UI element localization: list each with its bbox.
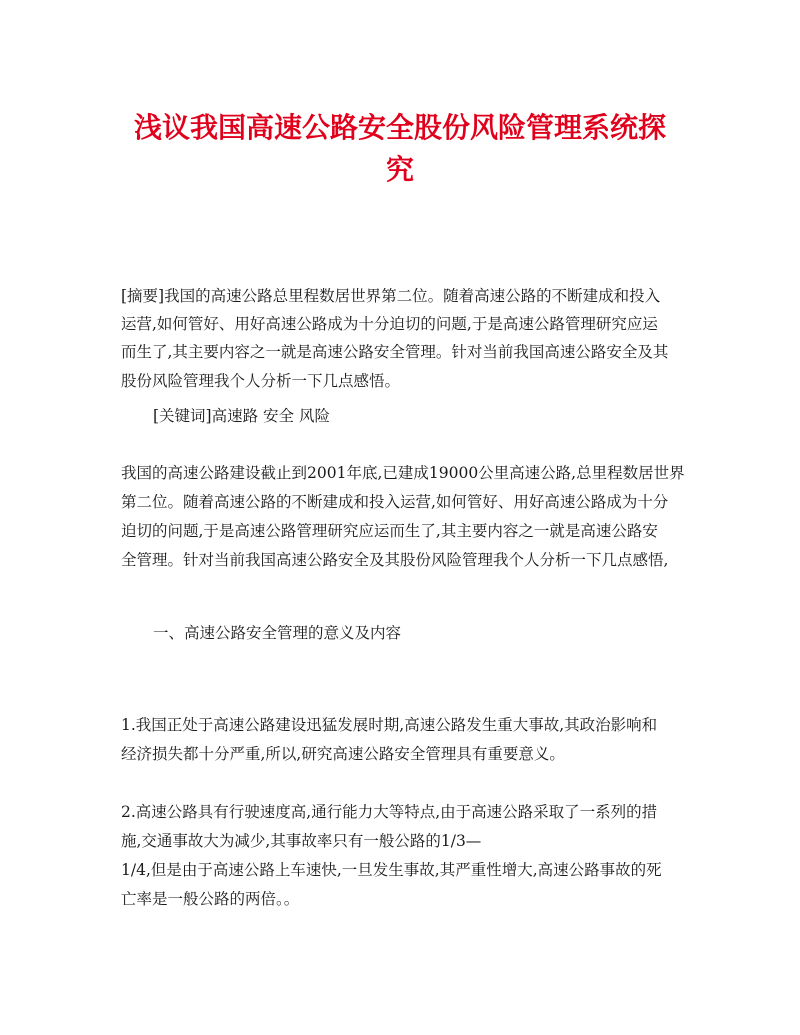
intro-line-1: 我国的高速公路建设截止到2001年底,已建成19000公里高速公路,总里程数居世界 [121,464,685,482]
intro-line-2: 第二位。随着高速公路的不断建成和投入运营,如何管好、用好高速公路成为十分 [121,493,669,511]
point-1-line-2: 经济损失都十分严重,所以,研究高速公路安全管理具有重要意义。 [121,745,565,763]
abstract-line-3: 而生了,其主要内容之一就是高速公路安全管理。针对当前我国高速公路安全及其 [121,343,669,361]
document-title-line-1: 浅议我国高速公路安全股份风险管理系统探 [133,111,666,144]
point-2-line-3: 1/4,但是由于高速公路上车速快,一旦发生事故,其严重性增大,高速公路事故的死 [121,861,662,879]
abstract-line-4: 股份风险管理我个人分析一下几点感悟。 [121,372,401,390]
abstract-line-1: [摘要]我国的高速公路总里程数居世界第二位。随着高速公路的不断建成和投入 [121,287,661,305]
intro-line-4: 全管理。针对当前我国高速公路安全及其股份风险管理我个人分析一下几点感悟, [121,551,669,569]
intro-line-3: 迫切的问题,于是高速公路管理研究应运而生了,其主要内容之一就是高速公路安 [121,522,658,540]
point-1-line-1: 1.我国正处于高速公路建设迅猛发展时期,高速公路发生重大事故,其政治影响和 [121,716,658,734]
keywords-line: [关键词]高速路 安全 风险 [153,407,330,425]
section-1-heading: 一、高速公路安全管理的意义及内容 [153,624,402,642]
point-2-line-4: 亡率是一般公路的两倍。。 [121,890,300,908]
point-2-line-1: 2.高速公路具有行驶速度高,通行能力大等特点,由于高速公路采取了一系列的措 [121,803,658,821]
point-2-line-2: 施,交通事故大为减少,其事故率只有一般公路的1/3— [121,832,482,850]
abstract-line-2: 运营,如何管好、用好高速公路成为十分迫切的问题,于是高速公路管理研究应运 [121,315,658,333]
document-title-line-2: 究 [385,153,414,186]
